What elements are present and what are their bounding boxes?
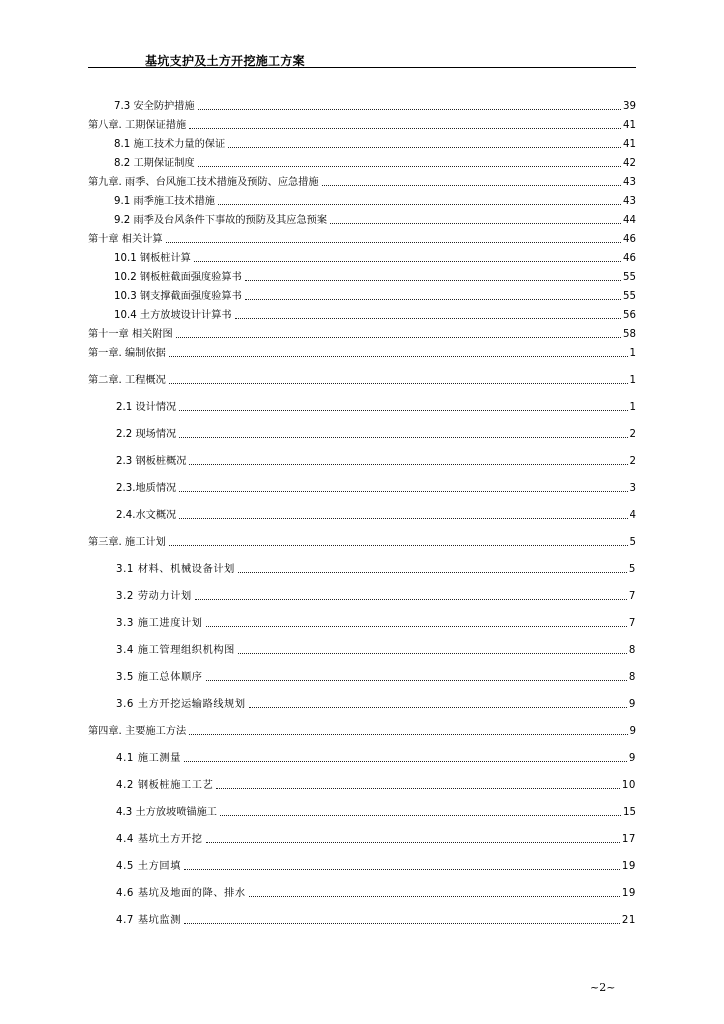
toc-entry-page: 8 [628, 672, 636, 683]
toc-entry[interactable] [88, 120, 636, 132]
toc-entry-page: 58 [623, 329, 636, 340]
toc-entry-page: 3 [629, 483, 636, 494]
toc-leader-dots [249, 706, 627, 708]
toc-entry-page: 1 [629, 348, 636, 359]
toc-entry-page: 5 [628, 564, 636, 575]
toc-entry[interactable] [114, 310, 636, 322]
toc-entry-label: 4.7 基坑监测 [116, 915, 181, 926]
toc-entry-page: 1 [629, 402, 636, 413]
toc-leader-dots [218, 203, 621, 205]
toc-entry[interactable] [116, 807, 636, 819]
toc-entry-label: 3.5 施工总体顺序 [116, 672, 203, 683]
toc-entry[interactable] [116, 402, 636, 414]
toc-entry-label: 第九章. 雨季、台风施工技术措施及预防、应急措施 [88, 177, 319, 188]
toc-entry-label: 第二章. 工程概况 [88, 375, 166, 386]
toc-entry-label: 3.6 土方开挖运输路线规划 [116, 699, 246, 710]
toc-entry-label: 3.1 材料、机械设备计划 [116, 564, 235, 575]
toc-entry-label: 4.6 基坑及地面的降、排水 [116, 888, 246, 899]
toc-entry-label: 9.1 雨季施工技术措施 [114, 196, 215, 207]
toc-leader-dots [330, 222, 621, 224]
toc-entry-label: 第三章. 施工计划 [88, 537, 166, 548]
toc-entry-page: 55 [623, 291, 636, 302]
toc-entry[interactable] [116, 645, 636, 657]
toc-entry-page: 1 [629, 375, 636, 386]
toc-leader-dots [184, 922, 620, 924]
toc-leader-dots [179, 517, 627, 519]
toc-entry-page: 41 [623, 139, 636, 150]
toc-entry[interactable] [88, 537, 636, 549]
footer-page-number: ~2~ [590, 981, 616, 994]
toc-entry[interactable] [114, 253, 636, 265]
toc-entry[interactable] [116, 861, 636, 873]
toc-entry-label: 2.2 现场情况 [116, 429, 177, 440]
toc-leader-dots [245, 298, 621, 300]
toc-leader-dots [220, 814, 621, 816]
toc-leader-dots [169, 544, 628, 546]
toc-leader-dots [195, 598, 627, 600]
toc-entry[interactable] [114, 158, 636, 170]
toc-entry-page: 21 [621, 915, 636, 926]
toc-leader-dots [179, 436, 627, 438]
toc-entry-label: 第一章. 编制依据 [88, 348, 166, 359]
document-header-title: 基坑支护及土方开挖施工方案 [145, 54, 305, 68]
toc-entry-label: 4.3 土方放坡喷锚施工 [116, 807, 217, 818]
toc-entry[interactable] [88, 234, 636, 246]
toc-entry-page: 2 [629, 429, 636, 440]
toc-leader-dots [189, 463, 627, 465]
toc-entry-label: 第四章. 主要施工方法 [88, 726, 187, 737]
toc-entry-label: 4.2 钢板桩施工工艺 [116, 780, 214, 791]
toc-entry-page: 56 [623, 310, 636, 321]
toc-entry-page: 55 [623, 272, 636, 283]
toc-entry-page: 10 [621, 780, 636, 791]
toc-entry[interactable] [116, 483, 636, 495]
toc-leader-dots [184, 868, 620, 870]
toc-entry[interactable] [116, 780, 636, 792]
toc-entry[interactable] [116, 429, 636, 441]
toc-leader-dots [184, 760, 627, 762]
toc-entry-label: 7.3 安全防护措施 [114, 101, 195, 112]
toc-entry[interactable] [116, 510, 636, 522]
toc-entry-page: 46 [623, 253, 636, 264]
toc-leader-dots [216, 787, 619, 789]
toc-leader-dots [166, 241, 621, 243]
toc-entry-page: 43 [623, 196, 636, 207]
toc-entry-label: 9.2 雨季及台风条件下事故的预防及其应急预案 [114, 215, 328, 226]
toc-entry-page: 19 [621, 888, 636, 899]
toc-entry[interactable] [116, 915, 636, 927]
toc-entry[interactable] [116, 672, 636, 684]
toc-entry-page: 42 [623, 158, 636, 169]
toc-entry-label: 8.2 工期保证制度 [114, 158, 195, 169]
toc-entry[interactable] [116, 618, 636, 630]
toc-entry-page: 4 [629, 510, 636, 521]
toc-entry-page: 19 [621, 861, 636, 872]
toc-entry-page: 9 [628, 699, 636, 710]
toc-leader-dots [206, 625, 627, 627]
toc-entry-label: 2.3.地质情况 [116, 483, 177, 494]
toc-leader-dots [228, 146, 621, 148]
toc-entry[interactable] [114, 291, 636, 303]
toc-entry-page: 7 [628, 618, 636, 629]
toc-entry-label: 4.4 基坑土方开挖 [116, 834, 203, 845]
toc-entry[interactable] [114, 101, 636, 113]
toc-entry-label: 8.1 施工技术力量的保证 [114, 139, 226, 150]
toc-entry-page: 39 [623, 101, 636, 112]
toc-leader-dots [179, 490, 627, 492]
toc-leader-dots [238, 571, 627, 573]
toc-entry-label: 3.4 施工管理组织机构图 [116, 645, 235, 656]
toc-entry-label: 10.4 土方放坡设计计算书 [114, 310, 232, 321]
toc-entry-page: 9 [629, 726, 636, 737]
toc-entry-page: 9 [628, 753, 636, 764]
toc-leader-dots [245, 279, 621, 281]
toc-entry-label: 3.2 劳动力计划 [116, 591, 192, 602]
toc-entry[interactable] [88, 329, 636, 341]
toc-entry-label: 4.1 施工测量 [116, 753, 181, 764]
toc-entry-label: 2.3 钢板桩概况 [116, 456, 187, 467]
toc-entry[interactable] [116, 564, 636, 576]
toc-entry-page: 15 [623, 807, 636, 818]
toc-entry-label: 10.2 钢板桩截面强度验算书 [114, 272, 242, 283]
toc-entry-label: 第八章. 工期保证措施 [88, 120, 187, 131]
toc-entry-page: 8 [628, 645, 636, 656]
toc-entry[interactable] [88, 726, 636, 738]
toc-entry[interactable] [114, 215, 636, 227]
toc-entry[interactable] [88, 375, 636, 387]
toc-leader-dots [179, 409, 627, 411]
toc-leader-dots [169, 382, 628, 384]
toc-entry[interactable] [116, 699, 636, 711]
toc-leader-dots [206, 841, 620, 843]
toc-entry-label: 3.3 施工进度计划 [116, 618, 203, 629]
toc-entry[interactable] [114, 272, 636, 284]
toc-leader-dots [206, 679, 627, 681]
toc-leader-dots [198, 108, 621, 110]
toc-entry[interactable] [116, 456, 636, 468]
toc-leader-dots [249, 895, 620, 897]
toc-entry-page: 41 [623, 120, 636, 131]
toc-entry-label: 第十章 相关计算 [88, 234, 163, 245]
toc-entry-label: 2.1 设计情况 [116, 402, 177, 413]
toc-entry-label: 第十一章 相关附图 [88, 329, 173, 340]
toc-leader-dots [189, 127, 621, 129]
toc-entry-page: 2 [629, 456, 636, 467]
toc-leader-dots [198, 165, 621, 167]
toc-leader-dots [189, 733, 627, 735]
toc-leader-dots [169, 355, 628, 357]
toc-entry-label: 10.1 钢板桩计算 [114, 253, 191, 264]
toc-entry-page: 5 [629, 537, 636, 548]
toc-leader-dots [322, 184, 621, 186]
toc-entry-page: 17 [621, 834, 636, 845]
toc-entry-page: 44 [623, 215, 636, 226]
toc-entry[interactable] [88, 348, 636, 360]
toc-entry-page: 46 [623, 234, 636, 245]
toc-entry[interactable] [116, 888, 636, 900]
toc-entry-label: 4.5 土方回填 [116, 861, 181, 872]
toc-entry[interactable] [116, 591, 636, 603]
toc-entry[interactable] [114, 139, 636, 151]
toc-leader-dots [194, 260, 621, 262]
toc-entry[interactable] [116, 753, 636, 765]
toc-leader-dots [235, 317, 621, 319]
toc-entry[interactable] [88, 177, 636, 189]
toc-entry-page: 43 [623, 177, 636, 188]
toc-entry[interactable] [116, 834, 636, 846]
toc-entry-label: 10.3 钢支撑截面强度验算书 [114, 291, 242, 302]
toc-entry-label: 2.4.水文概况 [116, 510, 177, 521]
toc-entry[interactable] [114, 196, 636, 208]
toc-entry-page: 7 [628, 591, 636, 602]
toc-leader-dots [176, 336, 621, 338]
toc-leader-dots [238, 652, 627, 654]
